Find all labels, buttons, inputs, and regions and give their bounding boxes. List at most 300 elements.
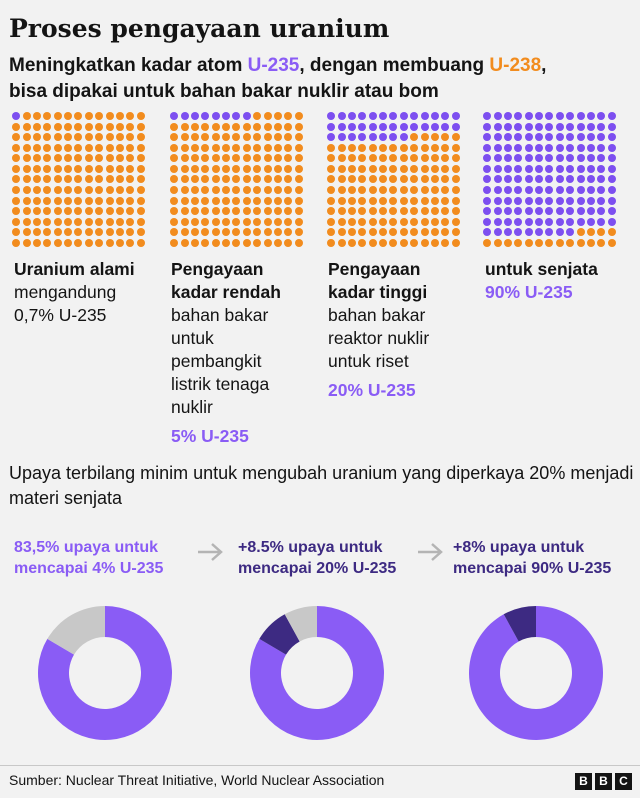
u238-dot [212,197,220,205]
u238-dot [597,228,605,236]
u238-dot [264,207,272,215]
u238-dot [12,218,20,226]
arrow-right-icon [418,541,446,563]
u238-dot [264,239,272,247]
u235-dot [545,197,553,205]
step-line: +8.5% upaya untuk [238,539,383,556]
u238-dot [389,197,397,205]
u235-dot [494,123,502,131]
u235-dot [545,175,553,183]
u235-dot [545,186,553,194]
u238-dot [400,218,408,226]
u235-dot [597,207,605,215]
u238-dot [452,197,460,205]
u238-dot [327,239,335,247]
u235-dot [232,112,240,120]
u238-dot [338,207,346,215]
u238-dot [85,207,93,215]
u238-dot [212,218,220,226]
u238-dot [358,175,366,183]
u238-dot [232,133,240,141]
u235-dot [514,218,522,226]
u238-dot [191,154,199,162]
u238-dot [327,165,335,173]
u238-dot [295,186,303,194]
donut-step-3 [468,605,604,741]
u235-dot [545,144,553,152]
u238-dot [284,144,292,152]
u235-dot [483,207,491,215]
u238-dot [137,228,145,236]
u235-dot [358,123,366,131]
u238-dot [106,197,114,205]
u235-dot [12,112,20,120]
u235-dot [556,197,564,205]
u235-dot [577,112,585,120]
u238-dot [389,186,397,194]
u235-dot [577,197,585,205]
level-head: Pengayaan kadar tinggi [328,259,428,302]
u238-dot [181,133,189,141]
u238-dot [348,165,356,173]
donut-step-2 [249,605,385,741]
u235-dot [577,154,585,162]
level-high [328,258,468,402]
u238-dot [243,133,251,141]
u238-dot [43,239,51,247]
u238-dot [106,175,114,183]
u238-dot [400,175,408,183]
u238-dot [74,112,82,120]
u238-dot [54,144,62,152]
u235-dot [597,133,605,141]
step-line: mencapai 4% U-235 [14,560,164,577]
u238-dot [284,175,292,183]
u238-dot [431,207,439,215]
u238-dot [264,133,272,141]
u238-dot [421,175,429,183]
u238-dot [274,144,282,152]
u235-dot [494,112,502,120]
u238-dot [379,186,387,194]
u235-dot [608,123,616,131]
u238-dot [421,207,429,215]
u238-dot [327,207,335,215]
u238-dot [410,133,418,141]
u235-dot [483,218,491,226]
u238-dot [181,228,189,236]
u235-dot [494,133,502,141]
u238-dot [243,123,251,131]
u238-dot [295,133,303,141]
u235-dot [389,112,397,120]
u238-dot [23,112,31,120]
donut-step-1 [37,605,173,741]
u238-dot [369,239,377,247]
u238-dot [74,165,82,173]
u238-dot [23,239,31,247]
u235-dot [483,154,491,162]
u238-dot [33,207,41,215]
u235-dot [545,228,553,236]
u238-dot [95,123,103,131]
u238-dot [597,239,605,247]
u235-dot [597,175,605,183]
u235-dot [566,207,574,215]
u238-dot [284,207,292,215]
u238-dot [116,123,124,131]
u238-dot [12,165,20,173]
u235-dot [494,197,502,205]
u238-dot [222,175,230,183]
u238-dot [441,165,449,173]
u235-dot [608,133,616,141]
u238-dot [264,112,272,120]
u235-dot [535,154,543,162]
u235-dot [525,123,533,131]
u238-dot [126,218,134,226]
u238-dot [74,218,82,226]
u238-dot [232,165,240,173]
u238-dot [43,154,51,162]
u235-dot [597,186,605,194]
u238-dot [243,165,251,173]
u235-dot [514,133,522,141]
u238-dot [431,239,439,247]
u238-dot [106,207,114,215]
u235-dot [556,123,564,131]
u235-dot [494,144,502,152]
u238-dot [170,133,178,141]
level-head: untuk senjata [485,259,598,279]
u238-dot [452,228,460,236]
u238-dot [421,218,429,226]
u238-dot [95,133,103,141]
u238-dot [274,123,282,131]
u238-dot [64,186,72,194]
u238-dot [137,133,145,141]
u235-dot [597,112,605,120]
u238-dot [43,144,51,152]
u238-dot [222,154,230,162]
u238-dot [348,228,356,236]
level-desc: mengandung 0,7% U-235 [14,282,117,325]
u238-dot [295,144,303,152]
logo-letter: C [615,773,632,790]
u235-dot [421,123,429,131]
u238-dot [243,175,251,183]
u238-dot [369,207,377,215]
u235-dot [389,133,397,141]
u238-dot [431,154,439,162]
u238-dot [358,239,366,247]
u238-dot [327,154,335,162]
u238-dot [264,228,272,236]
u238-dot [441,228,449,236]
u238-dot [74,228,82,236]
u235-dot [556,175,564,183]
u235-dot [494,207,502,215]
u238-dot [170,207,178,215]
waffle-low-enriched [169,111,304,248]
u238-dot [338,218,346,226]
u238-dot [348,144,356,152]
u238-dot [12,154,20,162]
u235-dot [535,112,543,120]
u238-dot [106,133,114,141]
u238-dot [64,165,72,173]
u235-dot [525,144,533,152]
u238-dot [137,154,145,162]
u238-dot [608,239,616,247]
u238-dot [253,218,261,226]
u238-dot [191,144,199,152]
u235-dot [525,133,533,141]
step-1-label [14,537,163,579]
u238-dot [95,144,103,152]
u238-dot [33,133,41,141]
u238-dot [54,228,62,236]
u235-dot [556,218,564,226]
u238-dot [222,144,230,152]
u238-dot [106,154,114,162]
u238-dot [191,218,199,226]
level-pct: 20% U-235 [328,380,416,400]
u238-dot [284,123,292,131]
u235-dot [514,197,522,205]
u235-dot [525,228,533,236]
u238-dot [232,239,240,247]
u238-dot [170,175,178,183]
u235-dot [170,112,178,120]
u238-dot [284,228,292,236]
u235-dot [556,186,564,194]
u238-dot [389,175,397,183]
u238-dot [358,228,366,236]
u238-dot [212,175,220,183]
u235-dot [358,133,366,141]
u238-dot [452,133,460,141]
u238-dot [170,239,178,247]
u238-dot [33,197,41,205]
u238-dot [243,207,251,215]
u235-dot [525,197,533,205]
u238-dot [504,239,512,247]
subtitle-line-2: bisa dipakai untuk bahan bakar nuklir atau bom [9,81,439,102]
u238-dot [85,123,93,131]
u238-dot [253,175,261,183]
u238-dot [389,239,397,247]
u238-dot [222,239,230,247]
u238-dot [441,218,449,226]
u238-dot [400,165,408,173]
u238-dot [556,239,564,247]
u238-dot [191,197,199,205]
u238-dot [201,144,209,152]
u238-dot [264,218,272,226]
u238-dot [201,239,209,247]
u238-dot [64,218,72,226]
u238-dot [95,112,103,120]
u238-dot [348,207,356,215]
u235-dot [483,112,491,120]
step-line: 83,5% upaya untuk [14,539,159,556]
u238-dot [126,175,134,183]
u238-dot [137,165,145,173]
u238-dot [170,154,178,162]
u235-dot [338,133,346,141]
u238-dot [201,197,209,205]
u238-dot [535,239,543,247]
u238-dot [191,186,199,194]
u238-dot [379,239,387,247]
logo-letter: B [575,773,592,790]
u235-dot [545,112,553,120]
u238-dot [137,207,145,215]
u238-dot [400,154,408,162]
u235-dot [369,112,377,120]
u235-dot [452,123,460,131]
u238-dot [137,144,145,152]
u235-dot [597,144,605,152]
u238-dot [170,165,178,173]
u238-dot [33,175,41,183]
u238-dot [23,165,31,173]
u235-dot [222,112,230,120]
u238-dot [106,228,114,236]
u235-dot [514,175,522,183]
u235-dot [608,112,616,120]
u238-dot [348,175,356,183]
u238-dot [232,207,240,215]
u238-dot [74,123,82,131]
u238-dot [222,197,230,205]
u238-dot [201,207,209,215]
u238-dot [400,207,408,215]
u235-dot [421,112,429,120]
u238-dot [338,186,346,194]
u238-dot [358,144,366,152]
u238-dot [431,186,439,194]
u238-dot [33,144,41,152]
u238-dot [85,144,93,152]
u238-dot [243,228,251,236]
u235-dot [504,154,512,162]
u238-dot [222,123,230,131]
u235-dot [587,186,595,194]
u235-dot [525,218,533,226]
u235-dot [441,112,449,120]
u238-dot [452,165,460,173]
u235-dot [514,228,522,236]
u238-dot [201,175,209,183]
u235-dot [525,186,533,194]
u235-dot [483,123,491,131]
u238-dot [85,197,93,205]
u238-dot [295,112,303,120]
u238-dot [274,154,282,162]
u235-dot [494,228,502,236]
u238-dot [116,133,124,141]
u238-dot [12,144,20,152]
u238-dot [126,197,134,205]
u238-dot [95,175,103,183]
u235-dot [535,123,543,131]
u238-dot [54,123,62,131]
u238-dot [431,144,439,152]
u238-dot [85,186,93,194]
u238-dot [23,186,31,194]
u238-dot [421,165,429,173]
u238-dot [452,144,460,152]
u238-dot [243,154,251,162]
u238-dot [106,218,114,226]
u238-dot [201,154,209,162]
u238-dot [284,197,292,205]
u238-dot [43,133,51,141]
u235-dot [587,133,595,141]
u238-dot [410,239,418,247]
u238-dot [264,186,272,194]
u238-dot [400,228,408,236]
u238-dot [379,154,387,162]
u238-dot [181,239,189,247]
u238-dot [126,133,134,141]
u235-dot [191,112,199,120]
u238-dot [253,239,261,247]
u238-dot [23,218,31,226]
u238-dot [295,165,303,173]
u238-dot [284,186,292,194]
u238-dot [369,154,377,162]
u238-dot [431,228,439,236]
u238-dot [431,218,439,226]
u235-dot [556,165,564,173]
u238-dot [358,197,366,205]
u238-dot [95,239,103,247]
u238-dot [431,165,439,173]
u238-dot [43,175,51,183]
u238-dot [23,207,31,215]
u235-dot [597,154,605,162]
u238-dot [232,218,240,226]
u238-dot [389,165,397,173]
u238-dot [274,197,282,205]
u238-dot [12,175,20,183]
u238-dot [441,144,449,152]
u238-dot [400,239,408,247]
u235-dot [587,207,595,215]
step-line: mencapai 20% U-235 [238,560,397,577]
u238-dot [284,112,292,120]
u235-dot [514,154,522,162]
u235-dot [608,218,616,226]
u235-dot [535,207,543,215]
u238-dot [274,175,282,183]
u238-dot [85,218,93,226]
u238-dot [126,165,134,173]
u235-dot [504,207,512,215]
u238-dot [85,175,93,183]
u238-dot [369,197,377,205]
u238-dot [483,239,491,247]
u235-dot [358,112,366,120]
u238-dot [379,175,387,183]
u238-dot [441,197,449,205]
level-pct: 5% U-235 [171,426,249,446]
u238-dot [274,239,282,247]
level-natural [14,258,154,327]
